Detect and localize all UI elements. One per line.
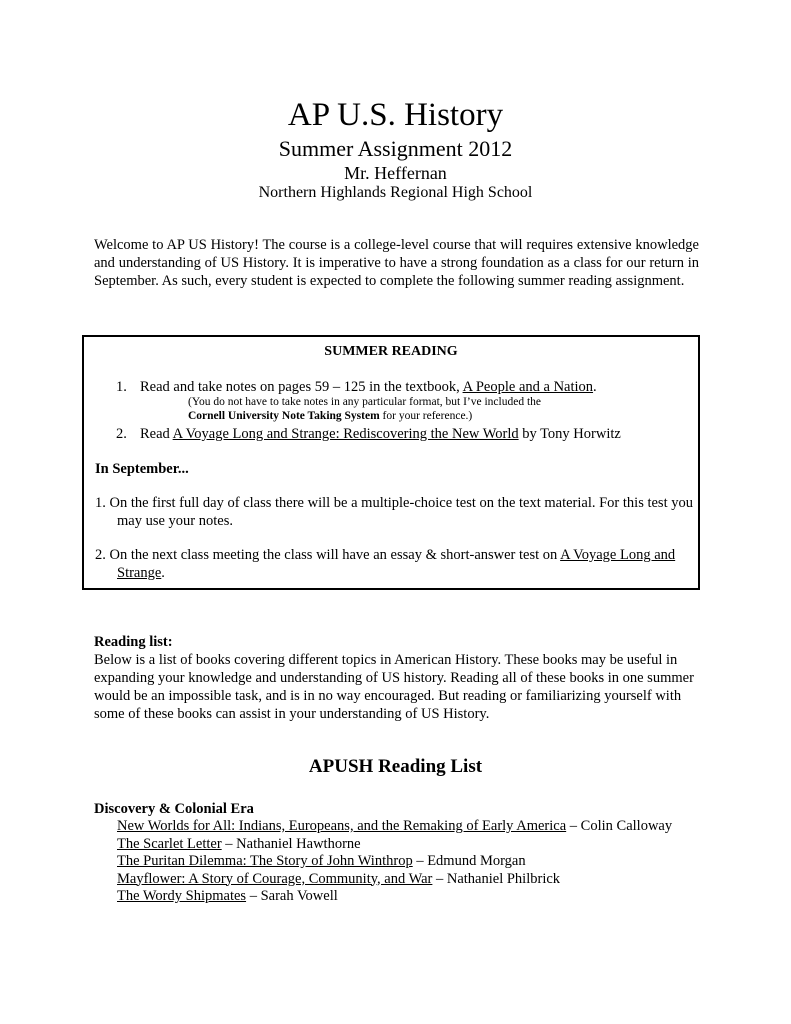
summer-reading-title: SUMMER READING — [324, 344, 458, 359]
item-number: 2. — [116, 426, 127, 442]
intro-paragraph: Welcome to AP US History! The course is a college-level course that will requires extensive knowledge and understanding of US History. It is imperative to have a strong foundation as a class for our return in September. As such, every student is expected to complete the following summer reading assignment. — [94, 237, 699, 289]
book-author: – Sarah Vowell — [246, 888, 338, 904]
list-item — [117, 871, 672, 889]
item-text: Read and take notes on pages 59 – 125 in the textbook, — [140, 379, 463, 395]
reading-list-heading: Reading list: — [94, 634, 173, 650]
book-list — [117, 818, 672, 906]
item-text: Read — [140, 426, 173, 442]
book-title: A People and a Nation — [462, 379, 594, 395]
note-line-2 — [188, 409, 541, 423]
book-author: – Edmund Morgan — [412, 853, 526, 869]
book-title: A Voyage Long and Strange: Rediscovering the New World — [172, 426, 519, 442]
apush-reading-list-title: APUSH Reading List — [308, 756, 483, 777]
list-item — [117, 888, 672, 906]
book-title: The Scarlet Letter — [117, 835, 222, 852]
book-title: The Puritan Dilemma: The Story of John Winthrop — [117, 853, 413, 869]
note-line-1: (You do not have to take notes in any particular format, but I’ve included the — [188, 396, 542, 408]
note-system-name: Cornell University Note Taking System — [188, 410, 380, 422]
summer-reading-item-1 — [116, 378, 597, 396]
page-subtitle: Summer Assignment 2012 — [278, 136, 513, 161]
september-heading: In September... — [95, 461, 189, 477]
list-item — [117, 818, 672, 836]
summer-reading-item-2 — [116, 425, 621, 443]
school-name: Northern Highlands Regional High School — [258, 184, 533, 201]
book-title: New Worlds for All: Indians, Europeans, and the Remaking of Early America — [117, 818, 567, 834]
teacher-name: Mr. Heffernan — [344, 163, 447, 183]
list-item — [117, 853, 672, 871]
page-title: AP U.S. History — [287, 97, 504, 133]
september-item-1: 1. On the first full day of class there will be a multiple-choice test on the text material. For this test you may use your notes. — [95, 495, 693, 529]
note-taking-note — [188, 395, 541, 423]
book-title: A Voyage Long and Strange — [117, 547, 676, 581]
book-author: – Nathaniel Hawthorne — [221, 835, 361, 852]
item-text-end: by Tony Horwitz — [518, 426, 621, 442]
list-item — [117, 836, 672, 854]
book-author: – Colin Calloway — [566, 818, 673, 834]
september-item-2 — [95, 546, 695, 582]
september-item-2-end: . — [161, 565, 165, 581]
book-author: – Nathaniel Philbrick — [432, 870, 561, 887]
book-title: The Wordy Shipmates — [117, 888, 247, 904]
item-text-end: . — [593, 379, 597, 395]
reading-list-paragraph: Below is a list of books covering different topics in American History. These books may be useful in expanding your knowledge and understanding of US history. Reading all of these books in one summer would be an impossible task, and is in no way encouraged. But reading or familiarizing yourself with some of these books can assist in your understanding of US History. — [94, 652, 694, 722]
book-title: Mayflower: A Story of Courage, Community, and War — [117, 870, 433, 887]
era-heading: Discovery & Colonial Era — [94, 801, 254, 817]
summer-reading-box — [82, 335, 700, 590]
september-item-2-text: 2. On the next class meeting the class will have an essay & short-answer test on — [95, 547, 561, 563]
item-number: 1. — [116, 379, 127, 395]
note-line-2-text: for your reference.) — [379, 410, 473, 422]
